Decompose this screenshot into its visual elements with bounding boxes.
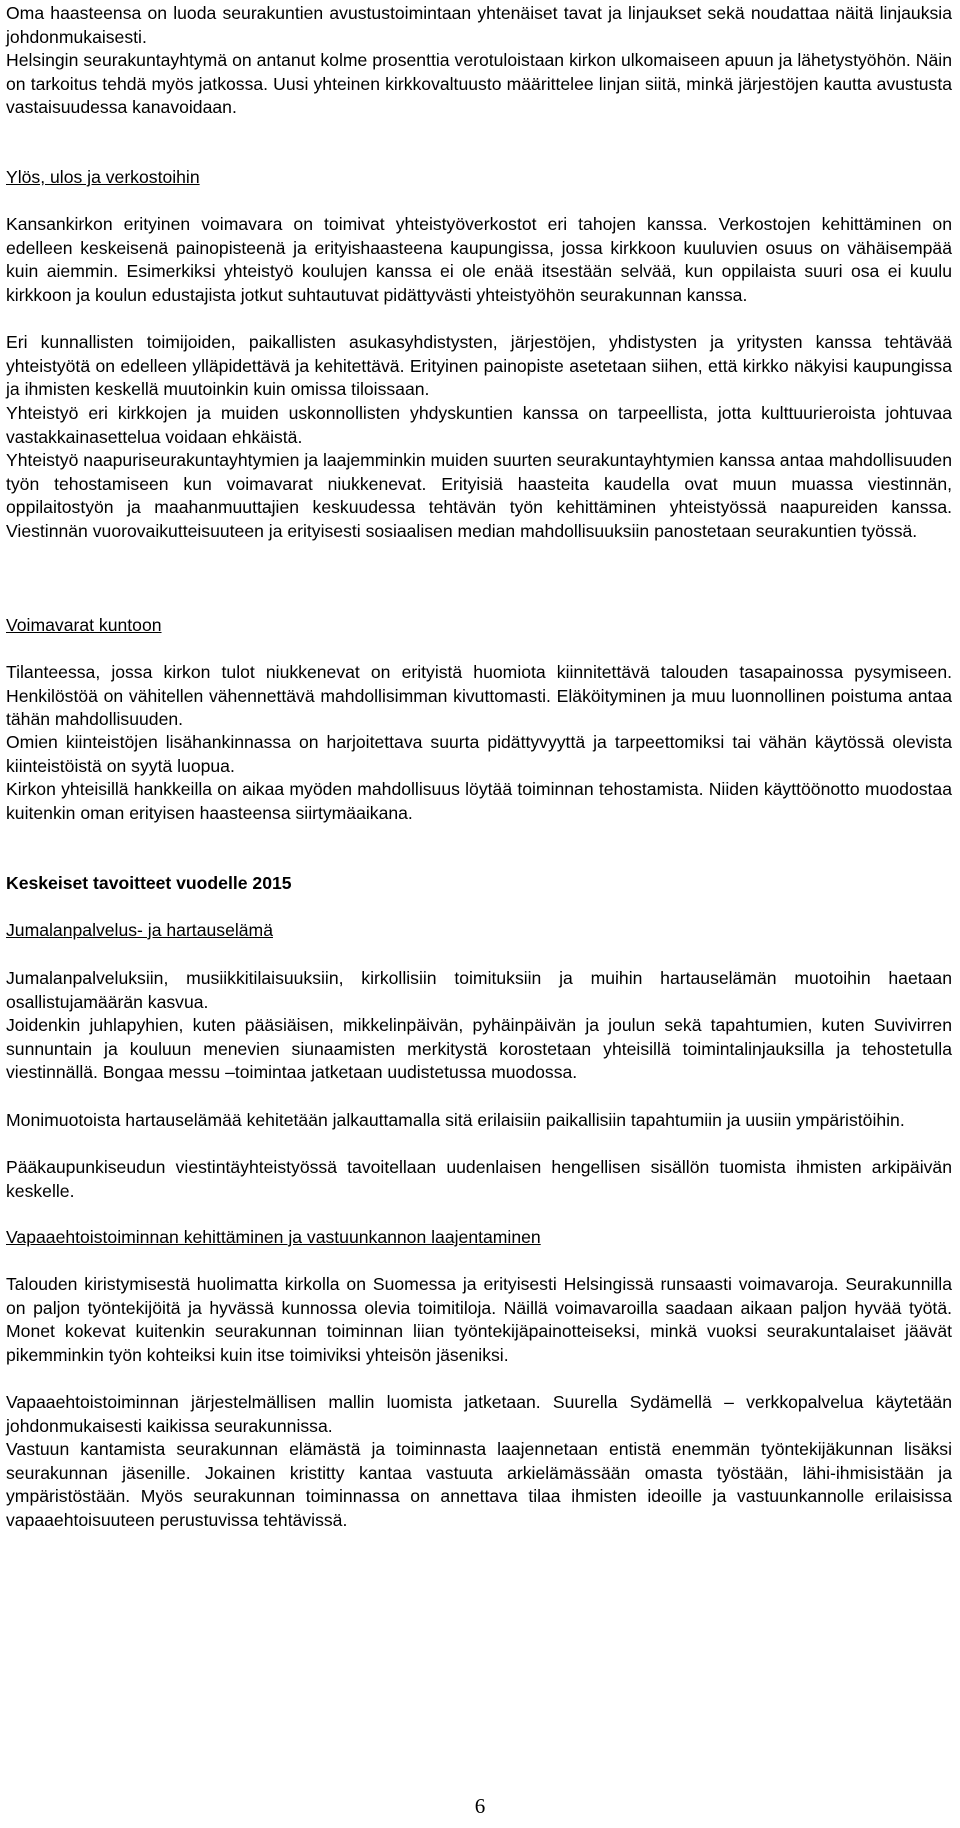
resources-paragraph-2: Omien kiinteistöjen lisähankinnassa on harjoitettava suurta pidättyvyyttä ja tarpeettomiksi tai vähän käytössä olevista kiinteistöistä on syytä luopua.: [6, 732, 952, 776]
section-title-worship: Jumalanpalvelus- ja hartauselämä: [6, 920, 273, 940]
worship-paragraph-2: Joidenkin juhlapyhien, kuten pääsiäisen, mikkelinpäivän, pyhäinpäivän ja joulun sekä tapahtumien, kuten Suvivirren sunnuntain ja kouluun menevien siunaamisten merkitystä korostetaan yhteisillä toimintalinjauksilla ja tehostetulla viestinnällä. Bongaa messu –toimintaa jatketaan uudistetussa muodossa.: [6, 1015, 952, 1082]
worship-paragraph-3: Monimuotoista hartauselämää kehitetään jalkauttamalla sitä erilaisiin paikallisiin tapahtumiin ja uusiin ympäristöihin.: [6, 1110, 905, 1130]
network-paragraph-2: Eri kunnallisten toimijoiden, paikallisten asukasyhdistysten, järjestöjen, yhdistysten ja yritysten kanssa tehtävää yhteistyötä on edelleen ylläpidettävä ja kehitettävä. Erityinen painopiste asetetaan siihen, että kirkko näkyisi kaupungissa ja ihmisten keskellä muutoinkin kuin omissa tiloissaan.: [6, 332, 952, 399]
volunteer-paragraph-2: Vapaaehtoistoiminnan järjestelmällisen mallin luomista jatketaan. Suurella Sydämellä – verkkopalvelua käytetään johdonmukaisesti kaikissa seurakunnissa.: [6, 1392, 952, 1436]
network-paragraph-3: Yhteistyö eri kirkkojen ja muiden uskonnollisten yhdyskuntien kanssa on tarpeellista, jotta kulttuurieroista johtuvaa vastakkainasettelua voidaan ehkäistä.: [6, 403, 952, 447]
resources-paragraph-1: Tilanteessa, jossa kirkon tulot niukkenevat on erityistä huomiota kiinnitettävä talouden tasapainossa pysymiseen. Henkilöstöä on vähitellen vähennettävä mahdollisimman kivuttomasti. Eläköityminen ja muu luonnollinen poistuma antaa tähän mahdollisuuden.: [6, 662, 952, 729]
volunteer-paragraph-1: Talouden kiristymisestä huolimatta kirkolla on Suomessa ja erityisesti Helsingissä runsaasti voimavaroja. Seurakunnilla on paljon työntekijöitä ja hyvässä kunnossa olevia toimitiloja. Näillä voimavaroilla saadaan aikaan paljon hyvää työtä. Monet kokevat kuitenkin seurakunnan toiminnan liian työntekijäpainotteiseksi, minkä vuoksi seurakuntalaiset jäävät pikemminkin työn kohteiksi kuin itse toimiviksi yhteisön jäseniksi.: [6, 1274, 952, 1365]
section-title-network: Ylös, ulos ja verkostoihin: [6, 167, 200, 187]
network-paragraph-4: Yhteistyö naapuriseurakuntayhtymien ja laajemminkin muiden suurten seurakuntayhtymien kanssa antaa mahdollisuuden työn tehostamiseen kun voimavarat niukkenevat. Erityisiä haasteita kaudella ovat muun muassa viestinnän, oppilaitostyön ja maahanmuuttajien keskuudessa tehtävän työn kehittäminen yhteistyössä naapureiden kanssa. Viestinnän vuorovaikutteisuuteen ja erityisesti sosiaalisen median mahdollisuuksiin panostetaan seurakuntien työssä.: [6, 450, 952, 541]
volunteer-paragraph-3: Vastuun kantamista seurakunnan elämästä ja toiminnasta laajennetaan entistä enemmän työntekijäkunnan lisäksi seurakunnan jäsenille. Jokainen kristitty kantaa vastuuta arkielämässään omasta työstään, lähi-ihmisistään ja ympäristöstään. Myös seurakunnan toiminnassa on annettava tilaa ihmisten ideoille ja vastuunkannolle erilaisissa vapaaehtoisuuteen perustuvissa tehtävissä.: [6, 1439, 952, 1530]
intro-paragraph-2: Helsingin seurakuntayhtymä on antanut kolme prosenttia verotuloistaan kirkon ulkomaiseen apuun ja lähetystyöhön. Näin on tarkoitus tehdä myös jatkossa. Uusi yhteinen kirkkovaltuusto määrittelee linjan siitä, minkä järjestöjen kautta avustusta vastaisuudessa kanavoidaan.: [6, 50, 952, 117]
network-paragraph-1: Kansankirkon erityinen voimavara on toimivat yhteistyöverkostot eri tahojen kanssa. Verkostojen kehittäminen on edelleen keskeisenä painopisteenä ja erityishaasteena kaupungissa, jossa kirkkoon kuuluvien osuus on vähäisempää kuin aiemmin. Esimerkiksi yhteistyö koulujen kanssa ei ole enää itsestään selvää, kun oppilaista suuri osa ei kuulu kirkkoon ja koulun edustajista jotkut suhtautuvat pidättyvästi yhteistyöhön seurakunnan kanssa.: [6, 214, 952, 305]
worship-paragraph-4: Pääkaupunkiseudun viestintäyhteistyössä tavoitellaan uudenlaisen hengellisen sisällön tuomista ihmisten arkipäivän keskelle.: [6, 1157, 952, 1201]
goals-heading: Keskeiset tavoitteet vuodelle 2015: [6, 873, 292, 893]
worship-paragraph-1: Jumalanpalveluksiin, musiikkitilaisuuksiin, kirkollisiin toimituksiin ja muihin hartauselämän muotoihin haetaan osallistujamäärän kasvua.: [6, 968, 952, 1012]
page-number: 6: [474, 1794, 486, 1818]
section-title-volunteer: Vapaaehtoistoiminnan kehittäminen ja vastuunkannon laajentaminen: [6, 1227, 541, 1247]
resources-paragraph-3: Kirkon yhteisillä hankkeilla on aikaa myöden mahdollisuus löytää toiminnan tehostamista. Niiden käyttöönotto muodostaa kuitenkin oman erityisen haasteensa siirtymäaikana.: [6, 779, 952, 823]
section-title-resources: Voimavarat kuntoon: [6, 615, 162, 635]
intro-paragraph-1: Oma haasteensa on luoda seurakuntien avustustoimintaan yhtenäiset tavat ja linjaukset sekä noudattaa näitä linjauksia johdonmukaisesti.: [6, 3, 952, 47]
